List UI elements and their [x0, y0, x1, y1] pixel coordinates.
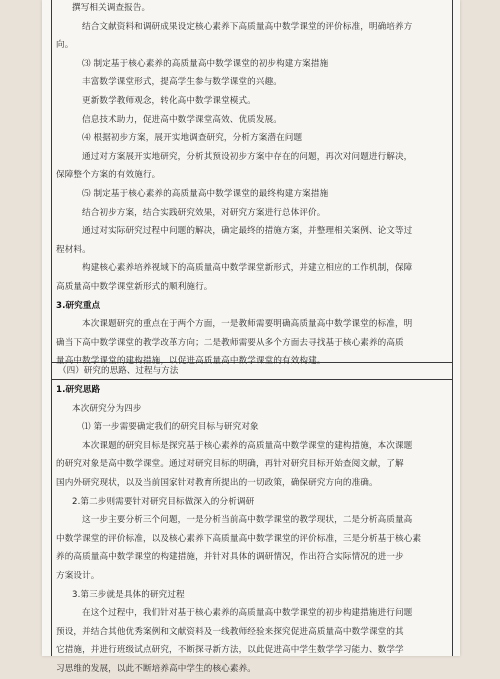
paragraph-line: 的研究对象是高中数学课堂。通过对研究目标的明确，再针对研究目标开始查阅文献，了解	[56, 459, 404, 470]
list-heading: ⑷ 根据初步方案，展开实地调查研究，分析方案潜在问题	[82, 133, 303, 144]
paragraph-line: 高质量高中数学课堂新形式的顺利施行。	[56, 281, 213, 292]
list-heading: 3.第三步就是具体的研究过程	[72, 589, 185, 600]
table-divider	[52, 379, 452, 380]
section-research-content	[56, 0, 446, 371]
list-heading: ⑶ 制定基于核心素养的高质量高中数学课堂的初步构建方案措施	[82, 58, 329, 69]
paragraph-line: 信息技术助力，促进高中数学课堂高效、优质发展。	[82, 114, 282, 125]
paragraph-line: 向。	[56, 40, 74, 51]
list-heading: ⑴ 第一步需要确定我们的研究目标与研究对象	[82, 422, 259, 433]
paragraph-line: 通过对实际研究过程中问题的解决，确定最终的措施方案，并整理相关案例、论文等过	[82, 226, 413, 237]
section-heading: 1.研究思路	[56, 385, 101, 395]
paragraph-line: 本次课题研究的重点在于两个方面，一是教师需要明确高质量高中数学课堂的标准，明	[82, 319, 413, 330]
document-page	[42, 0, 460, 674]
list-heading: 2.第二步则需要针对研究目标做深入的分析调研	[72, 496, 255, 507]
paragraph-line: 更新数学教师观念，转化高中数学课堂模式。	[82, 95, 256, 106]
paragraph-line: 预设，并结合其他优秀案例和文献资料及一线教师经验来探究促进高质量高中数学课堂的其	[56, 626, 404, 637]
paragraph-line: 程材料。	[56, 244, 91, 255]
paragraph-line: 在这个过程中，我们针对基于核心素养的高质量高中数学课堂的初步构建措施进行问题	[82, 608, 413, 619]
paragraph-line: 构建核心素养培养视域下的高质量高中数学课堂新形式，并建立相应的工作机制，保障	[82, 263, 413, 274]
paragraph-line: 方案设计。	[56, 570, 100, 581]
paragraph-line: 养的高质量高中数学课堂的构建措施，并针对具体的调研情况，作出符合实际情况的进一步	[56, 552, 404, 563]
paragraph-line: 习思维的发展，以此不断培养高中学生的核心素养。	[56, 663, 256, 674]
paragraph-line: 确当下高中数学课堂的教学改革方向；二是教师需要从多个方面去寻找基于核心素养的高质	[56, 337, 404, 348]
paragraph-line: 本次研究分为四步	[72, 403, 142, 414]
section-methods-heading-row	[56, 364, 446, 379]
table-frame	[51, 0, 453, 674]
paragraph-line: 结合初步方案，结合实践研究效果，对研究方案进行总体评价。	[82, 207, 326, 218]
paragraph-line: 本次课题的研究目标是探究基于核心素养的高质量高中数学课堂的建构措施，本次课题	[82, 440, 413, 451]
paragraph-line: 这一步主要分析三个问题，一是分析当前高中数学课堂的教学现状，二是分析高质量高	[82, 515, 413, 526]
section-heading: 3.研究重点	[56, 300, 101, 311]
section-research-approach	[56, 381, 446, 679]
paragraph-line: 丰富数学课堂形式，提高学生参与数学课堂的兴趣。	[82, 77, 282, 88]
paragraph-line: 通过对方案展开实地研究，分析其预设初步方案中存在的问题，再次对问题进行解决，	[82, 151, 413, 162]
paragraph-line: 中数学课堂的评价标准，以及核心素养下高质量高中数学课堂的评价标准，三是分析基于核心素	[56, 533, 422, 544]
paragraph-line: 结合文献资料和调研成果设定核心素养下高质量高中数学课堂的评价标准，明确培养方	[82, 21, 413, 32]
paragraph-line: 撰写相关调查报告。	[72, 3, 151, 13]
paragraph-line: 国内外研究现状，以及当前国家针对教育所提出的一切政策，确保研究方向的准确。	[56, 477, 378, 488]
list-heading: ⑸ 制定基于核心素养的高质量高中数学课堂的最终构建方案措施	[82, 188, 329, 199]
paragraph-line: 它措施，并进行班级试点研究，不断探寻新方法，以此促进高中学生数学学习能力、数学学	[56, 645, 404, 656]
paragraph-line: 保障整个方案的有效施行。	[56, 170, 161, 181]
section-heading: （四）研究的思路、过程与方法	[58, 366, 179, 376]
paragraph-line: 量高中数学课堂的建构措施，以促进高质量高中数学课堂的有效构建。	[56, 356, 326, 367]
